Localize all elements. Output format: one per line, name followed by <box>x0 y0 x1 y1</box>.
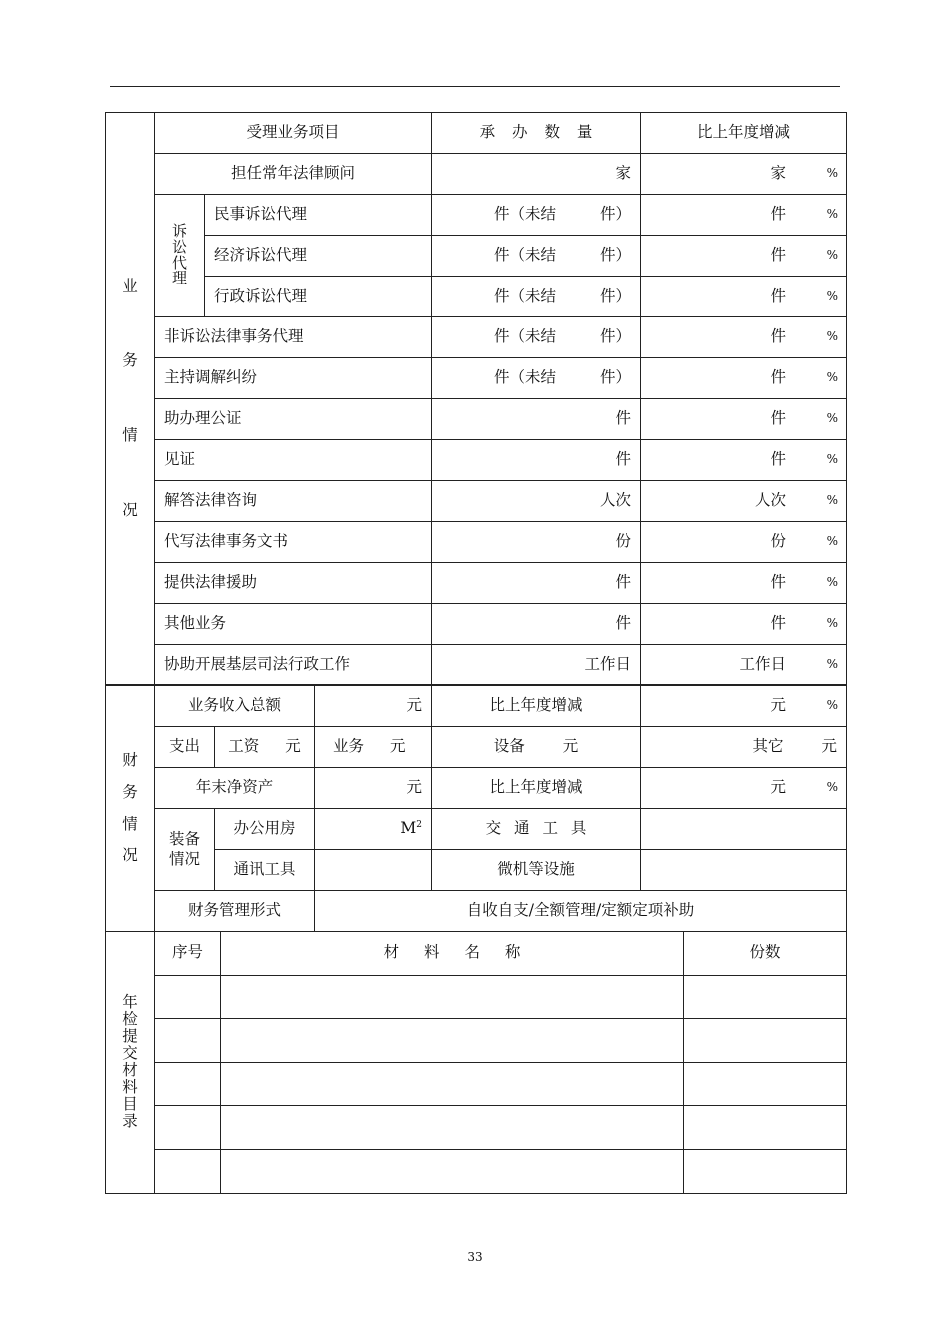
header-item: 受理业务项目 <box>155 113 432 154</box>
table-row <box>106 1149 847 1193</box>
header-count: 承 办 数 量 <box>432 113 641 154</box>
header-change: 比上年度增减 <box>641 113 847 154</box>
business-table <box>105 112 847 685</box>
row-documents: 代写法律事务文书 份 份 % <box>106 521 847 562</box>
row-mgmt: 财务管理形式 自收自支/全额管理/定额定项补助 <box>106 891 847 932</box>
row-office: 装备 情况 办公用房 $M^2$ 交 通 工 具 <box>106 809 847 850</box>
row-civil: 诉 讼 代 理 民事诉讼代理 件（未结 件） 件 % <box>106 194 847 235</box>
row-expense: 支出 工资 元 业务 元 设备 元 其它 元 <box>106 727 847 768</box>
row-income: 财 务 情 况 业务收入总额 元 比上年度增减 元 % <box>106 686 847 727</box>
row-aid: 提供法律援助 件 件 % <box>106 562 847 603</box>
row-notary: 助办理公证 件 件 % <box>106 399 847 440</box>
row-comm: 通讯工具 微机等设施 <box>106 850 847 891</box>
materials-header: 年 检 提 交 材 料 目 录 序号 材 料 名 称 份数 <box>106 932 847 976</box>
page-number: 33 <box>467 1250 483 1264</box>
row-nonlitigation: 非诉讼法律事务代理 件（未结 件） 件 % <box>106 317 847 358</box>
table-row <box>106 1019 847 1063</box>
row-judicial: 协助开展基层司法行政工作 工作日 工作日 % <box>106 644 847 685</box>
finance-side-label: 财 务 情 况 <box>106 686 155 932</box>
row-mediation: 主持调解纠纷 件（未结 件） 件 % <box>106 358 847 399</box>
row-net-assets: 年末净资产 元 比上年度增减 元 % <box>106 768 847 809</box>
business-side-label: 业 务 情 况 <box>106 113 155 685</box>
row-advisor: 担任常年法律顾问 家 家 % <box>106 153 847 194</box>
equip-group-label: 装备 情况 <box>155 809 215 891</box>
header-rule <box>110 86 840 87</box>
finance-table <box>105 685 847 932</box>
row-consult: 解答法律咨询 人次 人次 % <box>106 481 847 522</box>
row-admin: 行政诉讼代理 件（未结 件） 件 % <box>106 276 847 317</box>
materials-side-label: 年 检 提 交 材 料 目 录 <box>106 932 155 1194</box>
row-witness: 见证 件 件 % <box>106 440 847 481</box>
row-other: 其他业务 件 件 % <box>106 603 847 644</box>
table-row <box>106 1106 847 1150</box>
materials-table <box>105 931 847 1194</box>
table-row <box>106 975 847 1019</box>
table-row <box>106 1062 847 1106</box>
row-economic: 经济诉讼代理 件（未结 件） 件 % <box>106 235 847 276</box>
lawsuit-group-label: 诉 讼 代 理 <box>155 194 205 317</box>
